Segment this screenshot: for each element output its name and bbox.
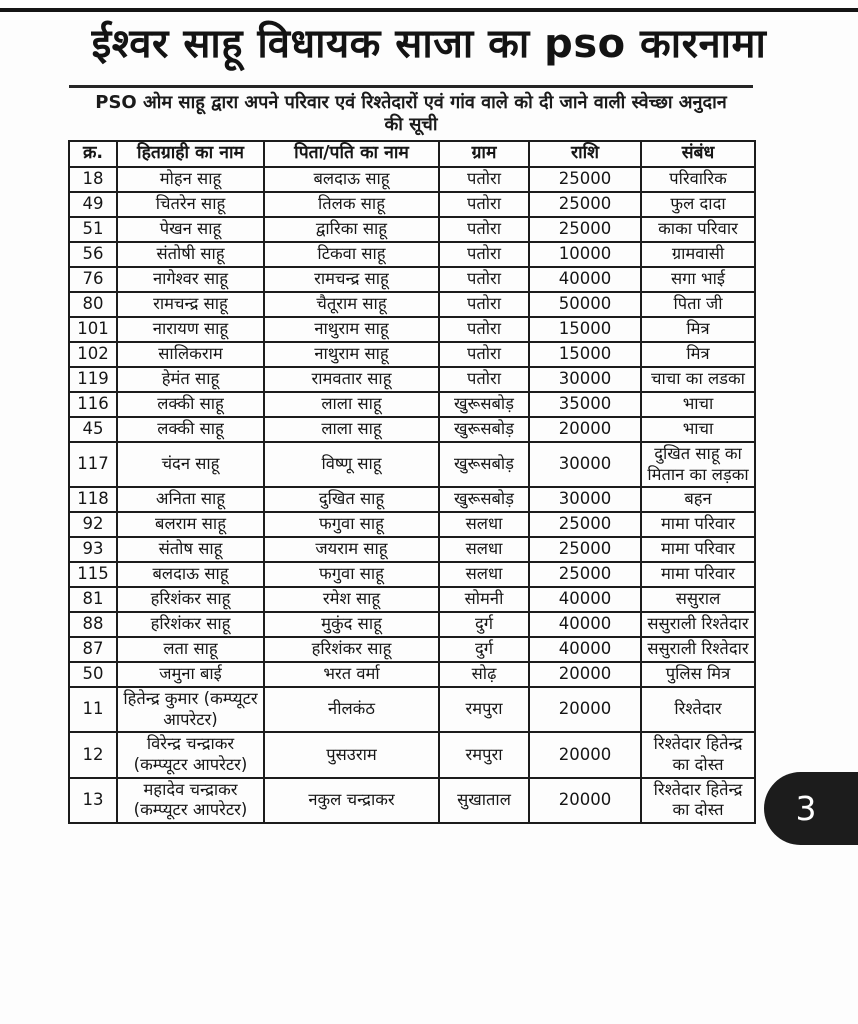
- table-row: [69, 192, 755, 217]
- table-row: [69, 487, 755, 512]
- table-cell: हरिशंकर साहू: [264, 637, 439, 662]
- table-cell: 20000: [529, 687, 641, 732]
- table-cell: चैतूराम साहू: [264, 292, 439, 317]
- table-cell: नकुल चन्द्राकर: [264, 778, 439, 823]
- table-row: [69, 242, 755, 267]
- table-cell: सलधा: [439, 562, 529, 587]
- table-cell: रमेश साहू: [264, 587, 439, 612]
- table-cell: खुरूसबोड़: [439, 487, 529, 512]
- table-cell: पिता जी: [641, 292, 755, 317]
- subtitle-divider: [69, 85, 753, 88]
- table-cell: रिश्तेदार: [641, 687, 755, 732]
- table-row: [69, 587, 755, 612]
- table-cell: 80: [69, 292, 117, 317]
- table-cell: 76: [69, 267, 117, 292]
- table-cell: सलधा: [439, 512, 529, 537]
- table-cell: 118: [69, 487, 117, 512]
- table-cell: परिवारिक: [641, 167, 755, 192]
- table-cell: 81: [69, 587, 117, 612]
- table-cell: 25000: [529, 562, 641, 587]
- table-row: [69, 267, 755, 292]
- table-cell: 102: [69, 342, 117, 367]
- table-cell: 88: [69, 612, 117, 637]
- table-row: [69, 732, 755, 777]
- table-cell: 50: [69, 662, 117, 687]
- table-cell: 20000: [529, 778, 641, 823]
- table-cell: 119: [69, 367, 117, 392]
- page-subtitle: [69, 92, 753, 136]
- table-cell: दुखित साहू का मितान का लड़का: [641, 442, 755, 487]
- beneficiary-table-body: [69, 167, 755, 823]
- table-cell: 10000: [529, 242, 641, 267]
- table-row: [69, 167, 755, 192]
- table-cell: पतोरा: [439, 242, 529, 267]
- table-cell: पतोरा: [439, 192, 529, 217]
- table-cell: 18: [69, 167, 117, 192]
- table-cell: दुखित साहू: [264, 487, 439, 512]
- table-cell: मुकुंद साहू: [264, 612, 439, 637]
- top-border-rule: [0, 8, 858, 12]
- table-cell: रामचन्द्र साहू: [117, 292, 264, 317]
- table-cell: रमपुरा: [439, 687, 529, 732]
- table-cell: ससुराल: [641, 587, 755, 612]
- table-cell: रमपुरा: [439, 732, 529, 777]
- table-cell: मित्र: [641, 317, 755, 342]
- table-row: [69, 367, 755, 392]
- page-title: ईश्वर साहू विधायक साजा का pso कारनामा: [91, 21, 767, 67]
- table-cell: पेखन साहू: [117, 217, 264, 242]
- table-cell: पतोरा: [439, 342, 529, 367]
- table-cell: हेमंत साहू: [117, 367, 264, 392]
- table-cell: पतोरा: [439, 217, 529, 242]
- table-cell: विरेन्द्र चन्द्राकर (कम्प्यूटर आपरेटर): [117, 732, 264, 777]
- table-cell: महादेव चन्द्राकर (कम्प्यूटर आपरेटर): [117, 778, 264, 823]
- table-row: [69, 342, 755, 367]
- table-cell: 20000: [529, 417, 641, 442]
- table-cell: पतोरा: [439, 267, 529, 292]
- table-cell: 30000: [529, 442, 641, 487]
- table-cell: हितेन्द्र कुमार (कम्प्यूटर आपरेटर): [117, 687, 264, 732]
- table-cell: 40000: [529, 267, 641, 292]
- table-cell: 35000: [529, 392, 641, 417]
- table-cell: बलराम साहू: [117, 512, 264, 537]
- table-cell: लक्की साहू: [117, 392, 264, 417]
- table-cell: भाचा: [641, 392, 755, 417]
- table-cell: भाचा: [641, 417, 755, 442]
- table-cell: फगुवा साहू: [264, 512, 439, 537]
- table-row: [69, 662, 755, 687]
- table-cell: लता साहू: [117, 637, 264, 662]
- table-cell: 40000: [529, 587, 641, 612]
- table-cell: 56: [69, 242, 117, 267]
- table-cell: 92: [69, 512, 117, 537]
- table-cell: 50000: [529, 292, 641, 317]
- table-row: [69, 217, 755, 242]
- table-cell: मामा परिवार: [641, 562, 755, 587]
- table-cell: मामा परिवार: [641, 512, 755, 537]
- table-cell: बलदाऊ साहू: [117, 562, 264, 587]
- table-cell: सोढ़: [439, 662, 529, 687]
- column-header: संबंध: [641, 141, 755, 167]
- table-cell: 12: [69, 732, 117, 777]
- table-cell: नारायण साहू: [117, 317, 264, 342]
- table-cell: 11: [69, 687, 117, 732]
- table-cell: 25000: [529, 192, 641, 217]
- table-cell: 25000: [529, 167, 641, 192]
- subtitle-line-2: की सूची: [384, 113, 438, 135]
- table-cell: हरिशंकर साहू: [117, 612, 264, 637]
- table-cell: जमुना बाई: [117, 662, 264, 687]
- table-cell: फगुवा साहू: [264, 562, 439, 587]
- table-cell: पुसउराम: [264, 732, 439, 777]
- table-cell: रिश्तेदार हितेन्द्र का दोस्त: [641, 778, 755, 823]
- table-cell: दुर्ग: [439, 637, 529, 662]
- table-cell: लाला साहू: [264, 392, 439, 417]
- table-cell: चाचा का लडका: [641, 367, 755, 392]
- table-cell: रिश्तेदार हितेन्द्र का दोस्त: [641, 732, 755, 777]
- table-cell: 40000: [529, 612, 641, 637]
- table-row: [69, 392, 755, 417]
- table-cell: पतोरा: [439, 167, 529, 192]
- table-cell: लक्की साहू: [117, 417, 264, 442]
- table-cell: 20000: [529, 662, 641, 687]
- table-cell: तिलक साहू: [264, 192, 439, 217]
- table-cell: संतोषी साहू: [117, 242, 264, 267]
- table-cell: काका परिवार: [641, 217, 755, 242]
- table-cell: विष्णू साहू: [264, 442, 439, 487]
- table-cell: बहन: [641, 487, 755, 512]
- table-cell: सोमनी: [439, 587, 529, 612]
- table-cell: संतोष साहू: [117, 537, 264, 562]
- table-row: [69, 317, 755, 342]
- table-cell: नागेश्वर साहू: [117, 267, 264, 292]
- table-cell: खुरूसबोड़: [439, 442, 529, 487]
- table-cell: नाथुराम साहू: [264, 342, 439, 367]
- table-cell: द्वारिका साहू: [264, 217, 439, 242]
- table-row: [69, 612, 755, 637]
- column-header: ग्राम: [439, 141, 529, 167]
- table-cell: 25000: [529, 512, 641, 537]
- table-cell: 93: [69, 537, 117, 562]
- table-cell: 115: [69, 562, 117, 587]
- table-row: [69, 778, 755, 823]
- table-cell: 40000: [529, 637, 641, 662]
- beneficiary-table: [68, 140, 756, 824]
- table-cell: ससुराली रिश्तेदार: [641, 612, 755, 637]
- table-cell: 30000: [529, 367, 641, 392]
- table-cell: 87: [69, 637, 117, 662]
- table-cell: 30000: [529, 487, 641, 512]
- table-cell: 25000: [529, 537, 641, 562]
- table-cell: पतोरा: [439, 317, 529, 342]
- table-cell: चितरेन साहू: [117, 192, 264, 217]
- table-cell: पतोरा: [439, 367, 529, 392]
- table-cell: 51: [69, 217, 117, 242]
- table-row: [69, 292, 755, 317]
- table-row: [69, 687, 755, 732]
- page-number-badge: [764, 772, 858, 845]
- table-cell: मोहन साहू: [117, 167, 264, 192]
- table-row: [69, 537, 755, 562]
- table-cell: नाथुराम साहू: [264, 317, 439, 342]
- table-cell: लाला साहू: [264, 417, 439, 442]
- table-cell: 101: [69, 317, 117, 342]
- table-cell: जयराम साहू: [264, 537, 439, 562]
- column-header: पिता/पति का नाम: [264, 141, 439, 167]
- table-cell: खुरूसबोड़: [439, 417, 529, 442]
- table-row: [69, 562, 755, 587]
- table-header-row: [69, 141, 755, 167]
- table-row: [69, 637, 755, 662]
- table-cell: 25000: [529, 217, 641, 242]
- table-cell: सालिकराम: [117, 342, 264, 367]
- table-cell: 116: [69, 392, 117, 417]
- table-cell: नीलकंठ: [264, 687, 439, 732]
- table-cell: सगा भाई: [641, 267, 755, 292]
- column-header: क्र.: [69, 141, 117, 167]
- table-cell: हरिशंकर साहू: [117, 587, 264, 612]
- table-cell: रामचन्द्र साहू: [264, 267, 439, 292]
- table-cell: अनिता साहू: [117, 487, 264, 512]
- table-cell: फुल दादा: [641, 192, 755, 217]
- table-cell: चंदन साहू: [117, 442, 264, 487]
- table-row: [69, 512, 755, 537]
- table-cell: पुलिस मित्र: [641, 662, 755, 687]
- table-cell: बलदाऊ साहू: [264, 167, 439, 192]
- table-cell: मामा परिवार: [641, 537, 755, 562]
- table-cell: भरत वर्मा: [264, 662, 439, 687]
- table-cell: 15000: [529, 342, 641, 367]
- table-cell: 20000: [529, 732, 641, 777]
- table-cell: टिकवा साहू: [264, 242, 439, 267]
- table-cell: 15000: [529, 317, 641, 342]
- subtitle-line-1: PSO ओम साहू द्वारा अपने परिवार एवं रिश्तेदारों एवं गांव वाले को दी जाने वाली स्वेच्छा अनुदान: [95, 92, 727, 113]
- table-cell: 13: [69, 778, 117, 823]
- page-number: 3: [795, 789, 817, 828]
- table-cell: दुर्ग: [439, 612, 529, 637]
- table-cell: 45: [69, 417, 117, 442]
- table-cell: खुरूसबोड़: [439, 392, 529, 417]
- table-cell: मित्र: [641, 342, 755, 367]
- table-row: [69, 442, 755, 487]
- table-cell: सुखाताल: [439, 778, 529, 823]
- table-cell: 49: [69, 192, 117, 217]
- table-cell: ग्रामवासी: [641, 242, 755, 267]
- table-cell: 117: [69, 442, 117, 487]
- table-row: [69, 417, 755, 442]
- table-cell: रामवतार साहू: [264, 367, 439, 392]
- column-header: हितग्राही का नाम: [117, 141, 264, 167]
- table-cell: ससुराली रिश्तेदार: [641, 637, 755, 662]
- table-cell: सलधा: [439, 537, 529, 562]
- table-cell: पतोरा: [439, 292, 529, 317]
- column-header: राशि: [529, 141, 641, 167]
